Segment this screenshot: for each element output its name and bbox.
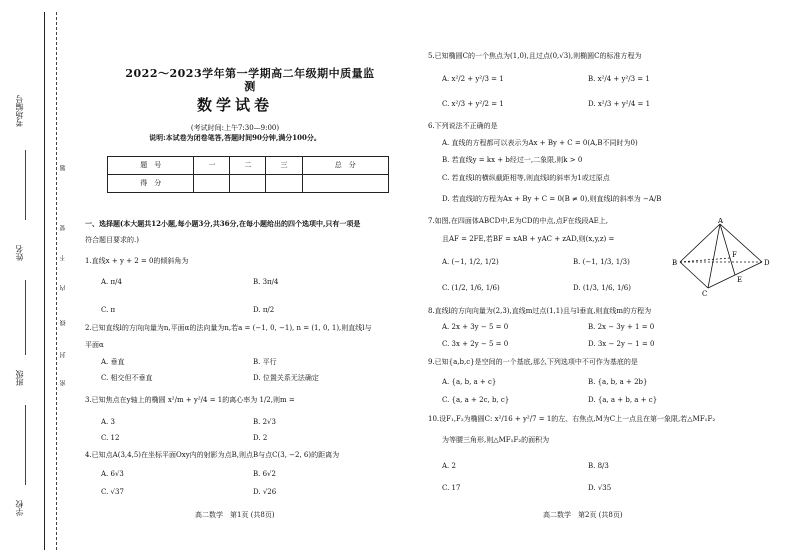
- option-6b: B. 若直线y = kx + b经过一,二象限,则k > 0: [442, 156, 583, 164]
- question-3: 3.已知焦点在y轴上的椭圆 x²/m + y²/4 = 1的离心率为 1/2,则m =: [85, 396, 295, 404]
- question-7: 7.如图,在四面体ABCD中,E为CD的中点,点F在线段AE上,: [428, 217, 608, 225]
- score-input-cell: [194, 175, 230, 193]
- score-input-cell: [230, 175, 266, 193]
- field-name: 姓名: [15, 245, 24, 261]
- seal-char: 要: [60, 225, 67, 231]
- seal-char: 内: [60, 285, 67, 291]
- field-school: 学校: [15, 500, 24, 516]
- edge-ad: [720, 224, 762, 262]
- label-d: D: [764, 259, 770, 267]
- exam-note: 说明:本试卷为闭卷笔答,答题时间90分钟,满分100分。: [149, 133, 321, 142]
- option-6a: A. 直线的方程都可以表示为Ax + By + C = 0(A,B不同时为0): [442, 139, 638, 147]
- seal-char: 密: [60, 380, 67, 386]
- seal-dashed-line: [56, 12, 57, 550]
- question-6: 6.下列说法不正确的是: [428, 122, 498, 130]
- question-9: 9.已知{a,b,c}是空间的一个基底,那么下列选项中不可作为基底的是: [428, 358, 638, 366]
- score-cell: 得 分: [108, 175, 194, 193]
- option-6c: C. 若直线l的横纵截距相等,则直线l的斜率为1或过原点: [442, 174, 610, 182]
- score-table: [107, 156, 389, 193]
- label-b: B: [672, 259, 678, 267]
- field-class: 班级: [15, 370, 24, 386]
- option-7b: B. (−1, 1/3, 1/3): [573, 258, 630, 266]
- edge-bc: [680, 262, 708, 288]
- field-exam-number-line: [25, 150, 26, 220]
- option-2b: B. 平行: [253, 358, 277, 366]
- score-input-cell: [302, 175, 389, 193]
- option-6d: D. 若直线l的方程为Ax + By + C = 0(B ≠ 0),则直线l的斜率为 −A/B: [442, 195, 662, 203]
- question-10: 10.设F₁,F₂为椭圆C: x²/16 + y²/7 = 1的左、右焦点,M为C上一点且在第一象限,若△MF₁F₂: [428, 415, 716, 423]
- page-1-footer: 高二数学 第1页 (共8页): [195, 511, 275, 519]
- option-8a: A. 2x + 3y − 5 = 0: [442, 323, 509, 331]
- option-2d: D. 位置关系无法确定: [253, 374, 319, 382]
- binding-strip: [0, 0, 67, 560]
- seal-char: 线: [60, 320, 67, 326]
- option-9b: B. {a, b, a + 2b}: [588, 378, 648, 386]
- option-5a: A. x²/2 + y²/3 = 1: [442, 75, 504, 83]
- option-1b: B. 3π/4: [253, 278, 279, 286]
- question-4: 4.已知点A(3,4,5)在坐标平面Oxy内的射影为点B,则点B与点C(3, −2, 6)的距离为: [85, 451, 340, 459]
- field-exam-number: 考场编号: [15, 95, 24, 127]
- seal-char: 不: [60, 255, 67, 261]
- label-a: A: [718, 218, 724, 225]
- option-10b: B. 8/3: [588, 462, 609, 470]
- option-9d: D. {a, a + b, a + c}: [588, 396, 658, 404]
- question-7-cont: 且AF = 2FE,若BF = xAB + yAC + zAD,则(x,y,z) =: [442, 235, 615, 243]
- question-2-cont: 平面α: [85, 341, 104, 349]
- seal-char: 题: [60, 165, 67, 171]
- option-10d: D. √35: [588, 484, 612, 492]
- segment-bf: [680, 258, 730, 262]
- exam-title: 2022～2023学年第一学期高二年级期中质量监测: [125, 67, 375, 93]
- option-1c: C. π: [101, 306, 116, 314]
- option-3a: A. 3: [101, 418, 115, 426]
- option-7c: C. (1/2, 1/6, 1/6): [442, 284, 500, 292]
- option-1a: A. π/4: [101, 278, 122, 286]
- option-9c: C. {a, a + 2c, b, c}: [442, 396, 510, 404]
- option-3b: B. 2√3: [253, 418, 276, 426]
- label-e: E: [737, 276, 743, 284]
- option-2c: C. 相交但不垂直: [101, 374, 153, 382]
- option-8b: B. 2x − 3y + 1 = 0: [588, 323, 655, 331]
- option-5d: D. x²/3 + y²/4 = 1: [588, 100, 651, 108]
- score-input-cell: [266, 175, 302, 193]
- option-3d: D. 2: [253, 434, 268, 442]
- score-cell: 一: [194, 157, 230, 175]
- field-class-line: [25, 405, 26, 485]
- score-cell: 题 号: [108, 157, 194, 175]
- option-10c: C. 17: [442, 484, 461, 492]
- option-1d: D. π/2: [253, 306, 275, 314]
- option-9a: A. {a, b, a + c}: [442, 378, 497, 386]
- seal-char: 封: [60, 352, 67, 358]
- tetrahedron-figure: [670, 218, 770, 298]
- binding-line: [44, 12, 45, 550]
- field-name-line: [25, 280, 26, 355]
- option-8d: D. 3x − 2y − 1 = 0: [588, 340, 655, 348]
- option-3c: C. 12: [101, 434, 120, 442]
- section-1-heading-cont: 符合题目要求的.): [85, 236, 139, 244]
- option-7d: D. (1/3, 1/6, 1/6): [573, 284, 631, 292]
- segment-ae: [720, 224, 735, 275]
- question-1: 1.直线x + y + 2 = 0的倾斜角为: [85, 257, 189, 265]
- exam-subject-title: 数学试卷: [196, 96, 273, 114]
- option-7a: A. (−1, 1/2, 1/2): [442, 258, 499, 266]
- label-c: C: [702, 290, 708, 298]
- option-10a: A. 2: [442, 462, 456, 470]
- question-10-cont: 为等腰三角形,则△MF₁F₂的面积为: [442, 436, 550, 444]
- option-4c: C. √37: [101, 488, 124, 496]
- exam-time: (考试时间:上午7:30—9:00): [190, 124, 280, 132]
- option-2a: A. 垂直: [101, 358, 125, 366]
- option-8c: C. 3x + 2y − 5 = 0: [442, 340, 509, 348]
- option-4b: B. 6√2: [253, 470, 276, 478]
- question-2: 2.已知直线l的方向向量为n,平面α的法向量为n,若a = (−1, 0, −1), n = (1, 0, 1),则直线l与: [85, 324, 372, 332]
- question-8: 8.直线l的方向向量为(2,3),直线m过点(1,1)且与l垂直,则直线m的方程为: [428, 307, 652, 315]
- option-5b: B. x²/4 + y²/3 = 1: [588, 75, 650, 83]
- score-table-header-row: [108, 157, 389, 175]
- score-table-score-row: [108, 175, 389, 193]
- label-f: F: [732, 251, 737, 259]
- question-5: 5.已知椭圆C的一个焦点为(1,0),且过点(0,√3),则椭圆C的标准方程为: [428, 52, 642, 60]
- option-4a: A. 6√3: [101, 470, 124, 478]
- score-cell: 三: [266, 157, 302, 175]
- option-4d: D. √26: [253, 488, 277, 496]
- score-cell: 总 分: [302, 157, 389, 175]
- page-2-footer: 高二数学 第2页 (共8页): [543, 511, 623, 519]
- option-5c: C. x²/3 + y²/2 = 1: [442, 100, 504, 108]
- score-cell: 二: [230, 157, 266, 175]
- section-1-heading: 一、选择题(本大题共12小题,每小题3分,共36分,在每小题给出的四个选项中,只有一项是: [85, 219, 361, 228]
